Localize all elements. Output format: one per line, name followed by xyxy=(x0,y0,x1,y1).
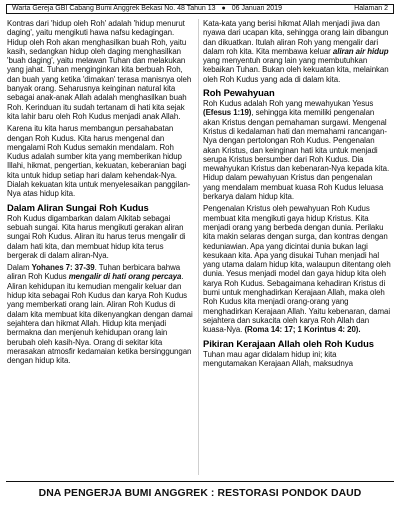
page-number: Halaman 2 xyxy=(354,5,388,12)
left-column xyxy=(7,19,195,477)
text-run: Kata-kata yang berisi hikmat Allah menjadi jiwa dan nyawa dari ucapan kita, sehingga orang lain dibangun dan dikuatkan. Itulah aliran Roh yang mengalir dari dalam roh kita. Kita membawa keluar xyxy=(203,19,389,56)
section-heading: Roh Pewahyuan xyxy=(203,87,275,99)
right-column xyxy=(203,19,391,477)
bulletin-title: Warta Gereja GBI Cabang Bumi Anggrek Bekasi No. 48 Tahun 13 xyxy=(12,5,216,12)
emphasis-text: mengalir di hati orang percaya xyxy=(68,272,182,282)
paragraph xyxy=(7,263,195,365)
paragraph: Karena itu kita harus membangun persahabatan dengan Roh Kudus. Kita harus mengenal dan mengalami Roh Kudus semakin mendalam. Roh Kudus adalah sumber kita yang memberikan hidup Illahi, hikmat, pengertian, kekuatan, keberanian bagi kita untuk hidup setiap hari dalam kehendak-Nya. Dialah kekuatan kita untuk menyelesaikan panggilan-Nya atas hidup kita. xyxy=(7,124,191,199)
section-heading: Dalam Aliran Sungai Roh Kudus xyxy=(7,201,149,213)
scripture-reference: (Efesus 1:19) xyxy=(203,108,252,118)
text-run: Dalam xyxy=(7,263,32,273)
text-run: . Tuhan berbicara bahwa aliran Roh Kudus xyxy=(7,263,181,282)
issue-date: 06 Januari 2019 xyxy=(231,5,282,12)
text-run: yang menyentuh orang lain yang membutuhkan kebaikan Tuhan. Bukan oleh kekuatan kita, melainkan oleh Roh Kudus yang ada di dalam kita. xyxy=(203,56,389,84)
text-run: Roh Kudus adalah Roh yang mewahyukan Yesus xyxy=(203,99,374,109)
text-run: Pengenalan Kristus oleh pewahyuan Roh Kudus membuat kita mengikuti gaya hidup Kristus. Kita menjadi orang yang berbeda dengan dunia. Perilaku kita makin selaras dengan surga, dan kontras dengan keduniawian. Apa yang dicintai dunia bukan lagi kesukaan kita. Apa yang disukai Tuhan menjadi hal yang utama dalam hidup kita, walaupun ditentang oleh dunia. Yesus menjadi model dan gaya hidup kita oleh karya Roh Kudus. Sebagaimana kehadiran Kristus di bumi untuk menghadirkan Kerajaan Allah, maka oleh Roh Kudus kita menjadi orang-orang yang menghadirkan Kerajaan Allah. Yaitu kebenaran, damai sejahtera dan sukacita oleh karya Roh Allah dan kuasa-Nya. xyxy=(203,204,391,335)
paragraph: Tuhan mau agar didalam hidup ini; kita mengutamakan Kerajaan Allah, maksudnya xyxy=(203,349,353,368)
text-run: , sehingga kita memiliki pengenalan akan Kristus dengan pemahaman surgawi. Mengenal Kristus di kedalaman hati dan memahami rancangan-Nya dengan pertolongan Roh Kudus. Pengenalan akan Kristus, dan keinginan hati kita untuk menjadi serupa Kristus bersumber dari Roh Kudus. Dia mewahyukan Kristus dan kebenaran-Nya kepada kita. Hidup dalam pewahyuan Kristus dan pengenalan yang mendalam membuat kuasa Roh Kudus leluasa berkarya dalam hidup kita. xyxy=(203,108,390,202)
emphasis-text: aliran air hidup xyxy=(332,46,389,56)
scripture-reference: Yohanes 7: 37-39 xyxy=(31,263,95,273)
footer-divider xyxy=(6,481,394,482)
bulletin-header xyxy=(6,4,394,14)
section-heading: Pikiran Kerajaan Allah oleh Roh Kudus xyxy=(203,337,374,349)
column-divider xyxy=(198,19,199,475)
paragraph: Roh Kudus digambarkan dalam Alkitab sebagai sebuah sungai. Kita harus mengikuti gerakan aliran sungai Roh Kudus. Aliran itu harus terus mengalir di dalam hati kita, dan membuat hidup kita terus bergerak di dalam aliran-Nya. xyxy=(7,213,186,260)
footer-motto: DNA PENGERJA BUMI ANGGREK : RESTORASI PONDOK DAUD xyxy=(38,488,362,499)
bullet-icon: ● xyxy=(221,5,226,12)
header-info xyxy=(12,5,282,13)
paragraph xyxy=(203,99,391,201)
scripture-reference: (Roma 14: 17; 1 Korintus 4: 20). xyxy=(244,325,361,335)
paragraph xyxy=(203,204,391,334)
paragraph: Kontras dari 'hidup oleh Roh' adalah 'hidup menurut daging', yaitu mengikuti hawa nafsu kedagingan. Hidup oleh Roh akan menghasilkan buah Roh, yaitu kasih, sedangkan hidup oleh daging menghasilkan 'buah daging', yaitu melawan Tuhan dan melakukan yang jahat. Tuhan menginginkan kita berbuah Roh, dan buah yang ketika 'dimakan' terasa manisnya oleh banyak orang. Seharusnya keinginan natural kita sebagai anak-anak Allah adalah menghasilkan buah Roh. Kerinduan itu sudah tertanam di hati kita sejak kita lahir baru oleh Roh Kudus menjadi anak Allah. xyxy=(7,19,192,121)
paragraph xyxy=(203,19,391,84)
text-run: . Aliran kehidupan itu kemudian mengalir keluar dan hidup kita sebagai Roh Kudus dan karya Roh Kudus yang memberkati orang lain. Aliran Roh Kudus di dalam kita membuat kita dikenyangkan dengan damai sejahtera dan hikmat Allah. Hidup kita menjadi bermakna dan menjenuh kehidupan orang lain berubah oleh kasih-Nya. Orang di sekitar kita merasakan atmosfir kedamaian ketika bersinggungan dengan hidup kita. xyxy=(7,272,193,366)
